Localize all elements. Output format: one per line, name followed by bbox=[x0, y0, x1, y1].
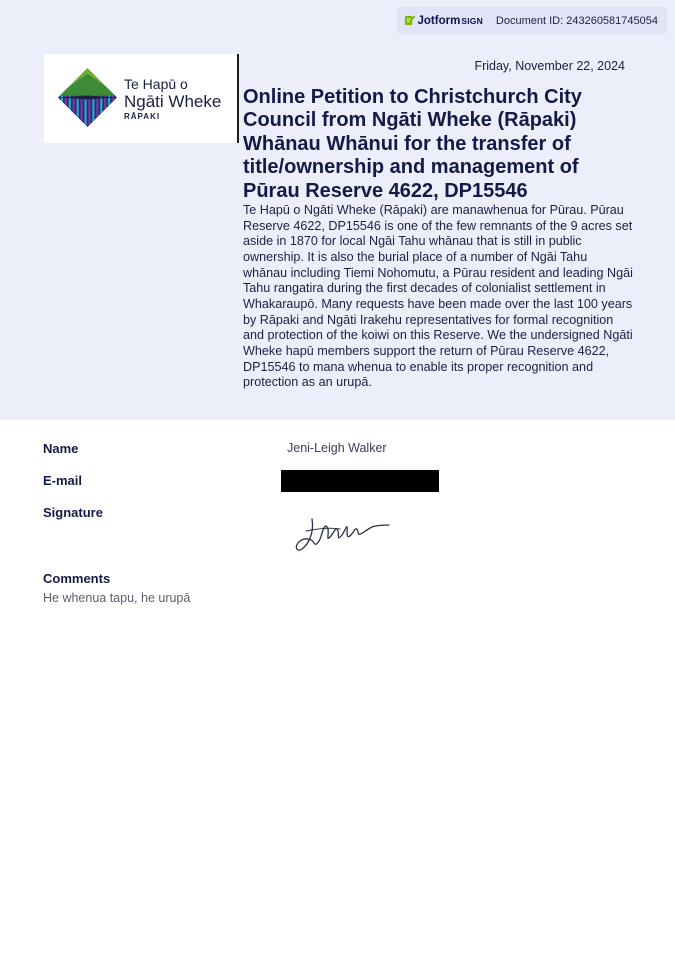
name-value: Jeni-Leigh Walker bbox=[287, 441, 387, 455]
organisation-logo bbox=[44, 54, 238, 143]
signature-image bbox=[292, 511, 392, 556]
jotform-brand: Jotform bbox=[417, 14, 461, 27]
petition-title: Online Petition to Christchurch City Council from Ngāti Wheke (Rāpaki) Whānau Whānui for the transfer of title/ownership and management of Pūrau Reserve 4622, DP15546 bbox=[243, 86, 582, 202]
hapu-diamond-logo bbox=[56, 66, 119, 129]
logo-wordmark bbox=[124, 76, 221, 123]
jotform-sign-icon bbox=[404, 15, 415, 26]
jotform-sign-logo bbox=[404, 15, 483, 27]
document-date: Friday, November 22, 2024 bbox=[474, 59, 625, 73]
name-label: Name bbox=[43, 441, 79, 456]
petition-description: Te Hapū o Ngāti Wheke (Rāpaki) are manawhenua for Pūrau. Pūrau Reserve 4622, DP15546 is one of the few remnants of the 9 acres set aside in 1870 for local Ngāi Tahu whānau that is still in public ownership. It is also the burial place of a number of Ngāi Tahu whānau including Tiemi Nohomutu, a Pūrau resident and leading Ngāi Tahu rangatira during the first decades of colonialist settlement in Whakaraupō. Many requests have been made over the last 100 years by Rāpaki and Ngāti Irakehu representatives for formal recognition and protection of the koiwi on this Reserve. We the undersigned Ngāti Wheke hapū members support the return of Pūrau Reserve 4622, DP15546 to mana whenua to enable its proper recognition and protection as an urupā. bbox=[243, 203, 633, 390]
logo-divider bbox=[237, 54, 239, 143]
logo-line-3: RĀPAKI bbox=[124, 112, 161, 121]
email-redacted-value bbox=[281, 470, 439, 492]
document-id: Document ID: 243260581745054 bbox=[495, 14, 658, 27]
logo-line-1: Te Hapū o bbox=[124, 76, 188, 92]
comments-label: Comments bbox=[43, 571, 111, 586]
email-label: E-mail bbox=[43, 473, 83, 488]
document-id-badge bbox=[397, 7, 667, 34]
logo-line-2: Ngāti Wheke bbox=[124, 92, 222, 111]
jotform-brand-suffix: SIGN bbox=[461, 15, 483, 26]
signature-label: Signature bbox=[43, 505, 103, 520]
comments-value: He whenua tapu, he urupā bbox=[43, 591, 191, 605]
